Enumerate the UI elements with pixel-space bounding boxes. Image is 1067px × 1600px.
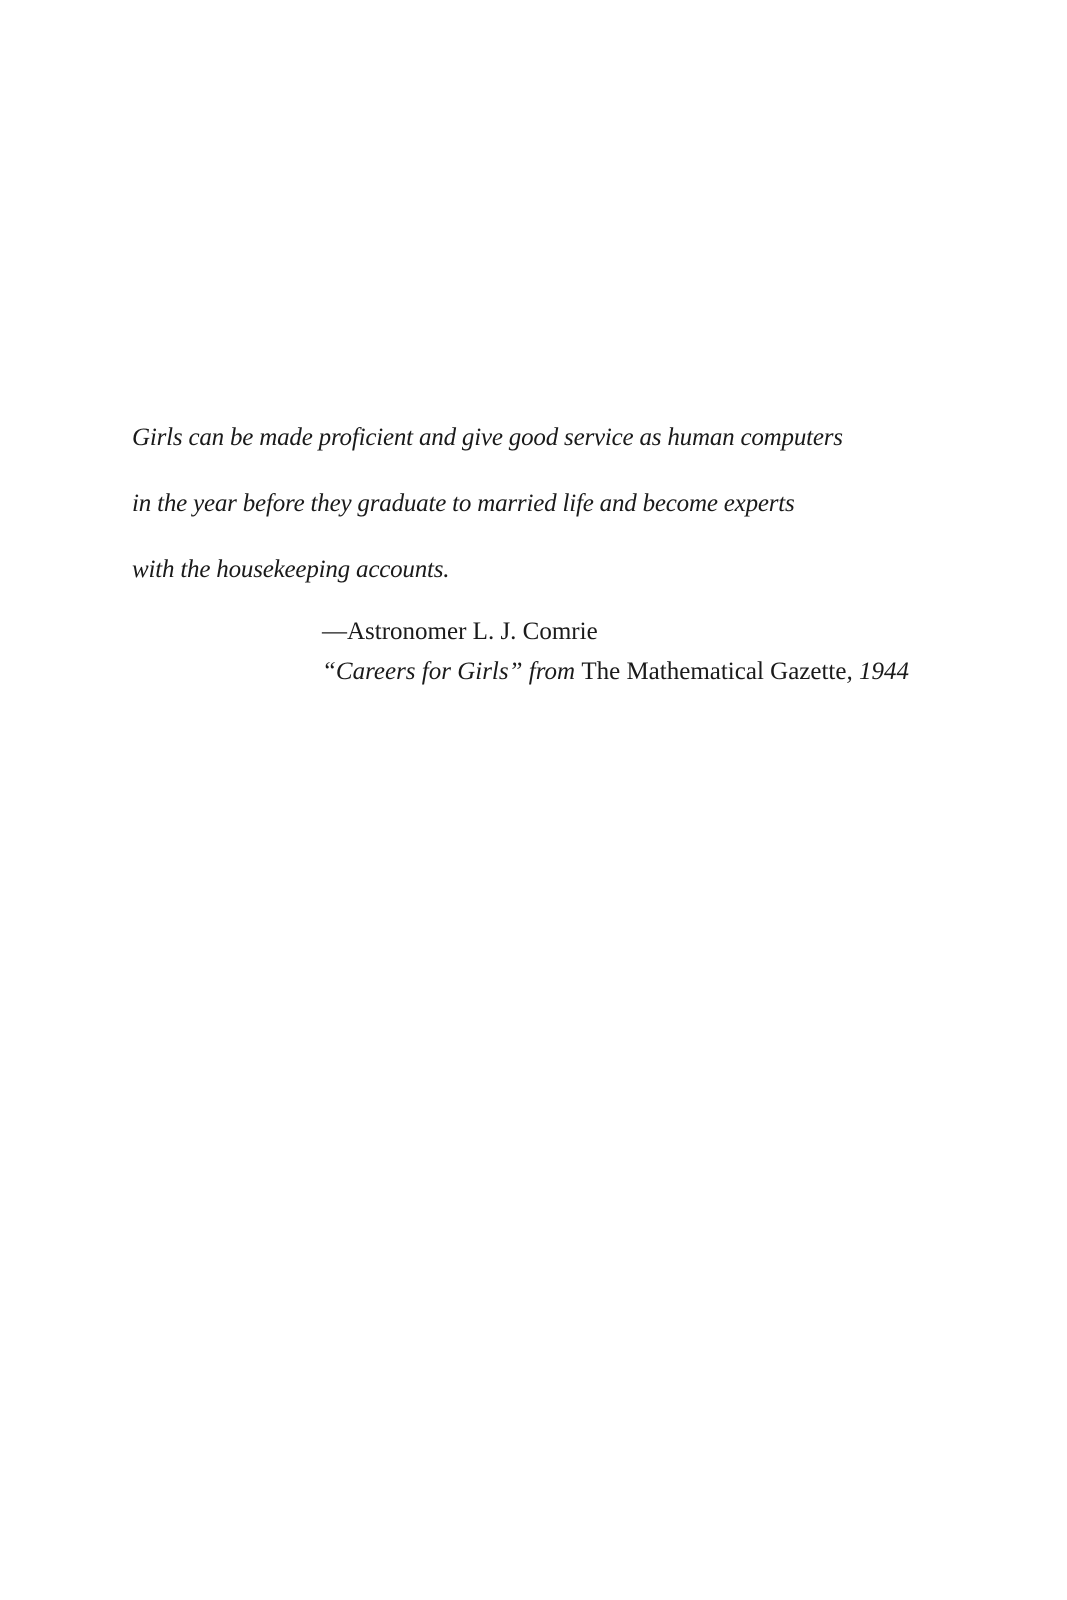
- attribution-source: [322, 652, 1042, 692]
- from-word: from: [522, 658, 582, 685]
- attribution-author: —Astronomer L. J. Comrie: [322, 618, 598, 645]
- article-title: “Careers for Girls”: [322, 658, 523, 685]
- year-separator: ,: [846, 658, 859, 685]
- epigraph-quote: [132, 405, 932, 603]
- publication-year: 1944: [858, 658, 909, 685]
- quote-line-3: with the housekeeping accounts.: [132, 556, 450, 583]
- epigraph-attribution: [322, 612, 1042, 692]
- quote-line-1: Girls can be made proficient and give good service as human computers: [132, 424, 843, 451]
- quote-line-2: in the year before they graduate to married life and become experts: [132, 490, 795, 517]
- publication-title: The Mathematical Gazette: [581, 658, 847, 685]
